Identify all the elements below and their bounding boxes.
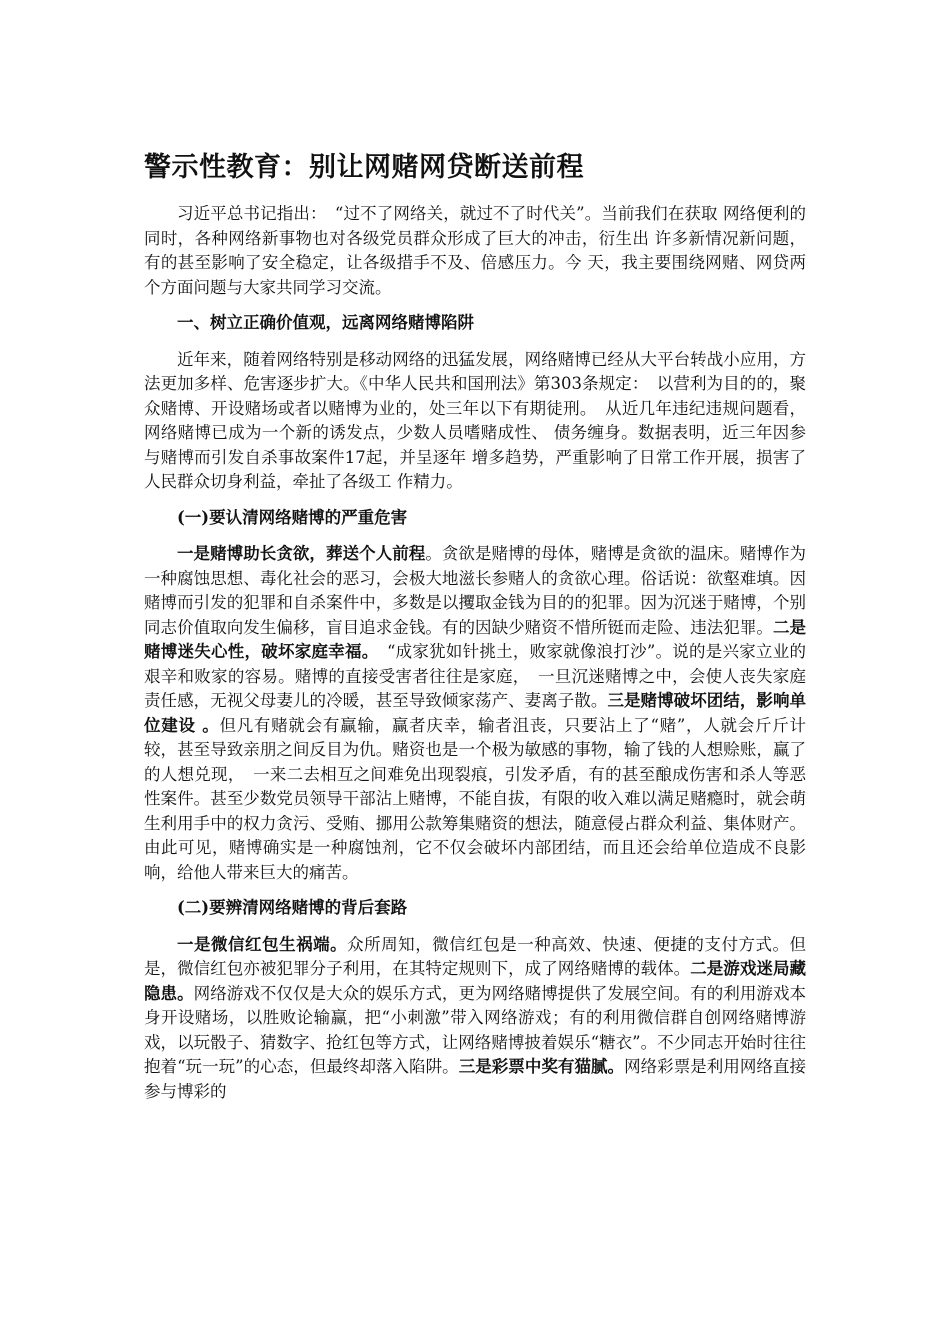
point-2-text: “成家犹如针挑土，败家就像浪打沙”。说的是兴家立业的艰辛和败家的容易。赌博的直接受害者往往是家庭， 一旦沉迷赌博之中，会使人丧失家庭责任感，无视父母妻儿的冷暖，甚至导致倾家荡产、妻离子散。 [144,642,807,710]
document-page [144,148,806,1114]
subsection-1-paragraph [144,542,806,885]
bold-point-3: 三是赌博破坏团结，影响单位建设 。 [144,691,807,735]
bold-point-2: 二是游戏迷局藏隐患。 [144,959,807,1003]
section-1-paragraph: 近年来，随着网络特别是移动网络的迅猛发展，网络赌博已经从大平台转战小应用，方法更加多样、危害逐步扩大。《中华人民共和国刑法》第303条规定： 以营利为目的的，聚众赌博、开设赌场或者以赌博为业的，处三年以下有期徒刑。 从近几年违纪违规问题看，网络赌博已成为一个新的诱发点，少数人员嗜赌成性、 债务缠身。数据表明，近三年因参与赌博而引发自杀事故案件17起，并呈逐年 增多趋势，严重影响了日常工作开展，损害了人民群众切身利益，牵扯了各级工 作精力。 [144,349,806,491]
point-3-text: 但凡有赌就会有赢输，赢者庆幸，输者沮丧，只要沾上了“赌”，人就会斤斤计较，甚至导致亲朋之间反目为仇。赌资也是一个极为敏感的事物，输了钱的人想赊账，赢了的人想兑现， 一来二去相互之间难免出现裂痕，引发矛盾，有的甚至酿成伤害和杀人等恶性案件。甚至少数党员领导干部沾上赌博，不能自拔，有限的收入难以满足赌瘾时，就会萌生利用手中的权力贪污、受贿、挪用公款筹集赌资的想法，随意侵占群众利益、集体财产。由此可见，赌博确实是一种腐蚀剂，它不仅会破坏内部团结，而且还会给单位造成不良影响，给他人带来巨大的痛苦。 [144,715,806,882]
document-title: 警示性教育：别让网赌网贷断送前程 [144,152,584,183]
bold-point-2: 二是赌博迷失心性，破坏家庭幸福。 [144,617,807,661]
bold-point-1: 一是赌博助长贪欲，葬送个人前程 [177,544,426,563]
section-heading-1: 一、树立正确价值观，远离网络赌博陷阱 [177,313,474,332]
subsection-heading-1: (一)要认清网络赌博的严重危害 [177,507,408,527]
point-1-text: 众所周知，微信红包是一种高效、快速、便捷的支付方式。但是，微信红包亦被犯罪分子利用，在其特定规则下，成了网络赌博的载体。 [144,934,807,978]
subsection-heading-2: (二)要辨清网络赌博的背后套路 [177,898,408,917]
subsection-2-paragraph [144,933,806,1105]
point-2-text: 网络游戏不仅仅是大众的娱乐方式，更为网络赌博提供了发展空间。有的利用游戏本身开设赌场，以胜败论输赢，把“小刺激”带入网络游戏；有的利用微信群自创网络赌博游戏，以玩骰子、猜数字、抢红包等方式，让网络赌博披着娱乐“糖衣”。不少同志开始时往往抱着“玩一玩”的心态，但最终却落入陷阱。 [144,983,807,1076]
bold-point-1: 一是微信红包生祸端。 [177,934,348,954]
intro-paragraph: 习近平总书记指出： “过不了网络关，就过不了时代关”。当前我们在获取 网络便利的同时，各种网络新事物也对各级党员群众形成了巨大的冲击，衍生出 许多新情况新问题，有的甚至影响了安全稳定，让各级措手不及、倍感压力。今 天，我主要围绕网赌、网贷两个方面问题与大家共同学习交流。 [144,204,806,297]
point-1-text: 。贪欲是赌博的母体，赌博是贪欲的温床。赌博作为一种腐蚀思想、毒化社会的恶习，会极大地滋长参赌人的贪欲心理。俗话说：欲壑难填。因赌博而引发的犯罪和自杀案件中，多数是以攫取金钱为目的的犯罪。因为沉迷于赌博，个别同志价值取向发生偏移，盲目追求金钱。有的因缺少赌资不惜所铤而走险、违法犯罪。 [144,544,807,637]
point-3-text: 网络彩票是利用网络直接参与博彩的 [144,1057,807,1101]
bold-point-3: 三是彩票中奖有猫腻。 [458,1057,625,1076]
